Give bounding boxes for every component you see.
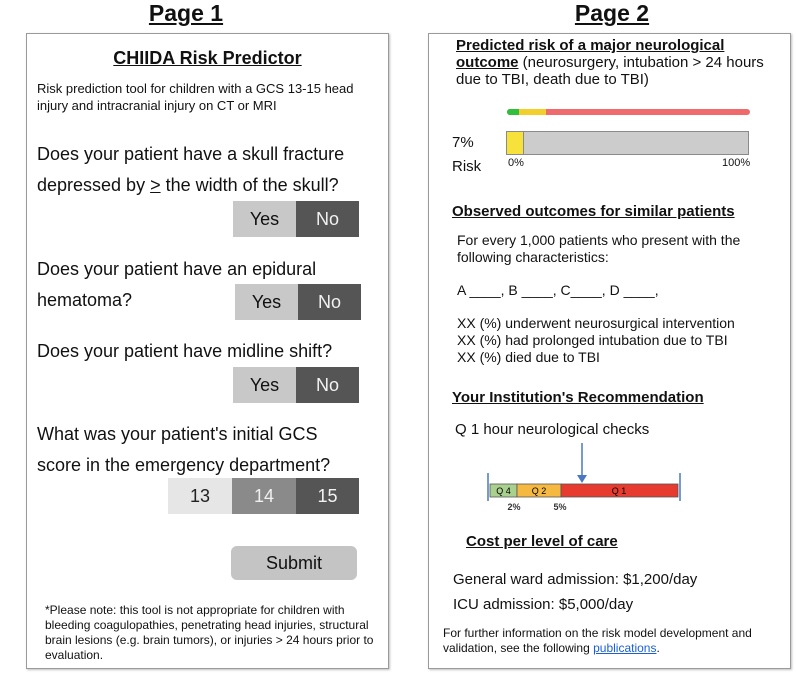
question-text: the width of the skull? [160,175,339,195]
question-line [37,170,382,201]
risk-color-scale [507,109,750,115]
recommendation-title: Your Institution's Recommendation [452,389,704,406]
question-line: hematoma? [37,290,133,310]
risk-percent-label: 7% [452,134,474,151]
scale-yellow-segment [519,109,546,115]
outcome-line: XX (%) died due to TBI [457,349,600,365]
risk-axis-min: 0% [508,157,524,169]
publications-footer [443,626,783,656]
footer-period: . [656,641,660,655]
risk-title [456,37,774,88]
app-title: CHIIDA Risk Predictor [113,48,302,68]
outcome-line: XX (%) underwent neurosurgical intervention [457,315,735,331]
outcome-line: XX (%) had prolonged intubation due to TBI [457,332,728,348]
risk-bar-fill [507,132,524,154]
risk-word-label: Risk [452,158,482,175]
disclaimer-note: *Please note: this tool is not appropriate for children with bleeding coagulopathies, penetrating head injuries, structural brain lesions (e.g. brain tumors), or injuries > 24 hours prior to evaluation. [45,603,374,662]
gcs-13-button[interactable]: 13 [168,478,232,514]
page-1-label: Page 1 [148,0,224,26]
risk-title-rest: (neurosurgery, intubation > 24 hours due to TBI, death due to TBI) [456,54,764,88]
characteristics-line: A ____, B ____, C____, D ____, [457,282,659,298]
question-skull-fracture [37,139,382,201]
icu-cost: ICU admission: $5,000/day [453,596,634,613]
observed-outcomes-title: Observed outcomes for similar patients [452,203,735,220]
footer-text: For further information on the risk model development and validation, see the following [443,626,752,655]
q2-yes-button[interactable]: Yes [235,284,298,320]
question-line: Does your patient have midline shift? [37,341,333,361]
q1-no-button[interactable]: No [296,201,359,237]
threshold-2-label: 2% [507,502,521,512]
question-gcs-score [37,419,382,481]
recommendation-scale [480,443,690,515]
scale-green-segment [507,109,519,115]
submit-button[interactable]: Submit [231,546,357,580]
q3-yes-button[interactable]: Yes [233,367,296,403]
publications-link[interactable]: publications [593,641,657,655]
outcomes-list [457,315,777,366]
gcs-15-button[interactable]: 15 [296,478,359,514]
risk-bar-track [506,131,749,155]
page-2-label: Page 2 [574,0,650,26]
q2-label: Q 2 [531,486,547,496]
q1-label: Q 1 [611,486,627,496]
threshold-5-label: 5% [553,502,567,512]
question-text: depressed by [37,175,151,195]
cost-title: Cost per level of care [466,533,618,550]
question-midline-shift [37,336,382,367]
question-line: What was your patient's initial GCS [37,424,318,444]
current-risk-arrowhead [577,475,587,483]
tool-description: Risk prediction tool for children with a GCS 13-15 head injury and intracranial injury on CT or MRI [37,81,354,113]
gcs-14-button[interactable]: 14 [232,478,296,514]
observed-intro: For every 1,000 patients who present with the following characteristics: [457,232,741,265]
recommendation-text: Q 1 hour neurological checks [455,421,650,438]
risk-axis-max: 100% [722,157,751,169]
question-line: Does your patient have an epidural [37,259,317,279]
q2-no-button[interactable]: No [298,284,361,320]
q3-no-button[interactable]: No [296,367,359,403]
question-line: score in the emergency department? [37,455,331,475]
question-line: Does your patient have a skull fracture [37,144,345,164]
q4-label: Q 4 [496,486,511,496]
gte-symbol: > [150,175,161,195]
ward-cost: General ward admission: $1,200/day [453,571,698,588]
q1-yes-button[interactable]: Yes [233,201,296,237]
risk-title-bold: Predicted risk of a major neurological outcome [456,37,725,71]
